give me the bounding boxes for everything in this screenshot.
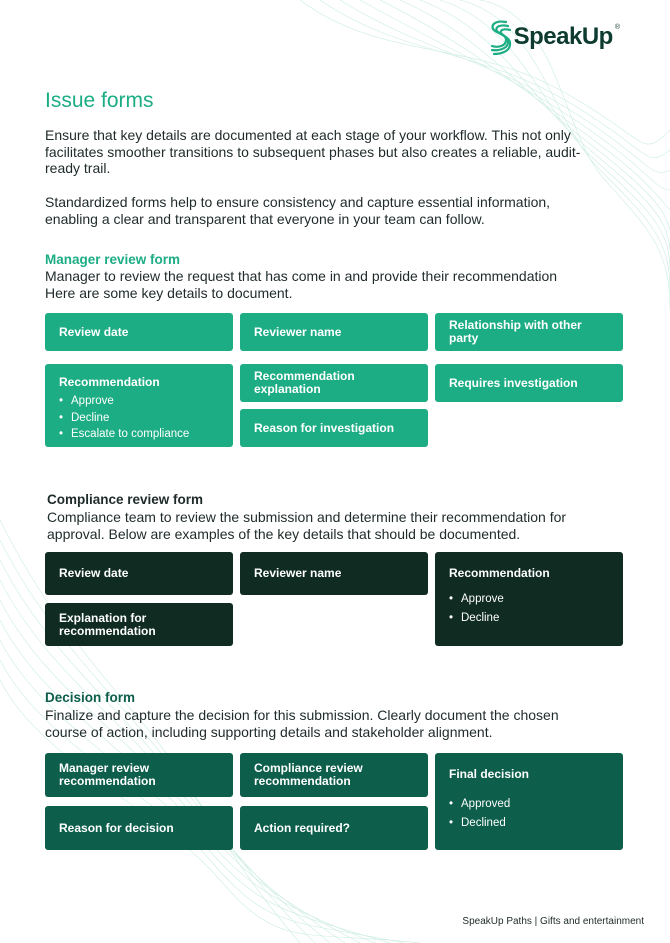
card-label: Final decision [449, 767, 530, 781]
compliance-section-description: Compliance team to review the submission and determine their recommendation for approval. Below are examples of the key details that should be documented. [47, 509, 567, 542]
card-label: Action required? [254, 820, 351, 835]
brand-logo [486, 18, 620, 56]
decision-reason-field [45, 806, 233, 850]
recommendation-options [59, 393, 189, 443]
card-label: Relationship with other party [449, 318, 582, 345]
option-item: • Declined [449, 814, 529, 833]
compliance-review-date-field [45, 552, 233, 595]
option-item: • Escalate to compliance [59, 426, 189, 443]
option-item: • Approved [449, 795, 529, 814]
compliance-recommendation-field [435, 552, 623, 646]
card-label: Recommendation explanation [254, 369, 355, 396]
brand-name: SpeakUp [513, 23, 613, 50]
card-label: Reason for decision [59, 820, 174, 835]
card-label: Explanation for recommendation [59, 610, 156, 638]
recommendation-options [449, 590, 550, 628]
intro-paragraph-2: Standardized forms help to ensure consistency and capture essential information, enabling a clear and transparent that everyone in your team can follow. [45, 194, 551, 227]
trademark-symbol: ® [614, 24, 620, 31]
decision-section-title: Decision form [45, 690, 136, 705]
decision-action-required-field [240, 806, 428, 850]
decision-section-description: Finalize and capture the decision for this submission. Clearly document the chosen course of action, including supporting details and stakeholder alignment. [45, 707, 559, 740]
decision-manager-recommendation-field [45, 753, 233, 797]
card-label: Reviewer name [254, 324, 342, 339]
manager-reason-for-investigation-field [240, 409, 428, 447]
page-title: Issue forms [45, 89, 154, 112]
decision-compliance-recommendation-field [240, 753, 428, 797]
option-item: • Approve [449, 590, 550, 609]
option-item: • Decline [449, 609, 550, 628]
manager-relationship-field [435, 313, 623, 351]
final-decision-options [449, 795, 529, 833]
card-label: Reviewer name [254, 566, 342, 580]
manager-recommendation-field [45, 364, 233, 447]
card-label: Recommendation [449, 566, 550, 580]
option-item: • Approve [59, 393, 189, 410]
manager-review-date-field [45, 313, 233, 351]
compliance-section-title: Compliance review form [47, 492, 204, 507]
card-label: Recommendation [59, 375, 160, 389]
manager-section-title: Manager review form [45, 252, 181, 267]
card-label: Requires investigation [449, 375, 578, 390]
manager-recommendation-explanation-field [240, 364, 428, 402]
compliance-reviewer-name-field [240, 552, 428, 595]
page-footer: SpeakUp Paths | Gifts and entertainment [462, 916, 644, 927]
manager-section-description: Manager to review the request that has come in and provide their recommendation Here are some key details to document. [45, 268, 558, 301]
option-item: • Decline [59, 410, 189, 427]
card-label: Compliance review recommendation [254, 761, 363, 788]
compliance-explanation-field [45, 603, 233, 646]
card-label: Reason for investigation [254, 420, 395, 435]
speakup-logo-icon [486, 18, 512, 56]
manager-requires-investigation-field [435, 364, 623, 402]
card-label: Review date [59, 324, 129, 339]
decision-final-decision-field [435, 753, 623, 850]
card-label: Manager review recommendation [59, 761, 156, 788]
card-label: Review date [59, 566, 129, 580]
intro-paragraph-1: Ensure that key details are documented at each stage of your workflow. This not only facilitates smoother transitions to subsequent phases but also creates a reliable, audit-ready trail. [45, 127, 581, 176]
manager-reviewer-name-field [240, 313, 428, 351]
